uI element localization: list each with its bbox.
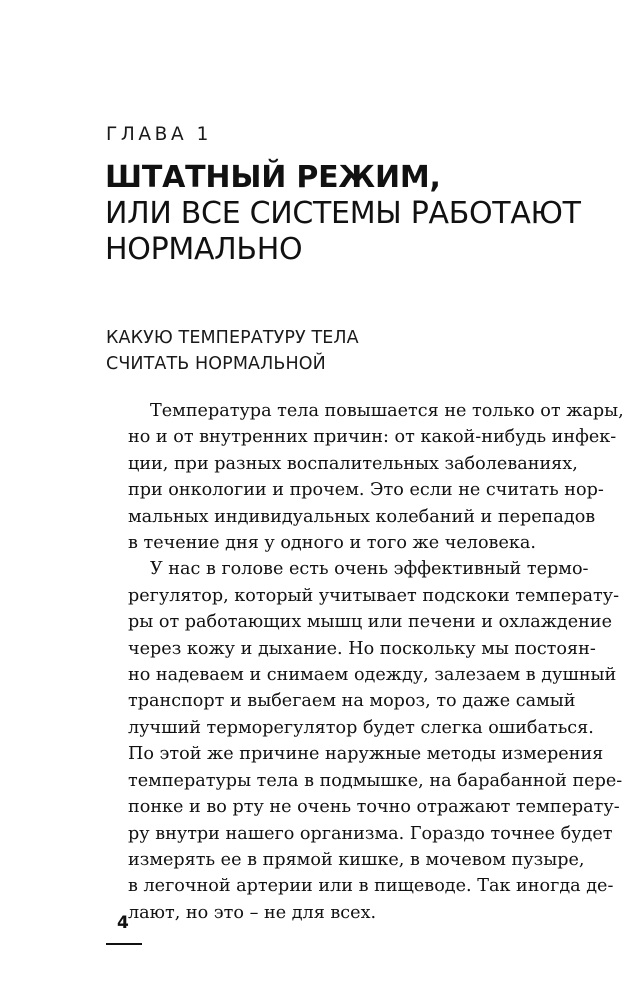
text-line: транспорт и выбегаем на мороз, то даже самый [128, 691, 576, 712]
text-line: лают, но это – не для всех. [128, 902, 377, 923]
text-line: ры от работающих мышц или печени и охлаждение [128, 612, 613, 633]
text-line: понке и во рту не очень точно отражают температу- [128, 797, 620, 818]
chapter-title-line-2: ИЛИ ВСЕ СИСТЕМЫ РАБОТАЮТ [105, 196, 581, 231]
text-line: По этой же причине наружные методы измерения [128, 744, 604, 765]
text-line: ции, при разных воспалительных заболеваниях, [128, 453, 578, 474]
text-line: Температура тела повышается не только от жары, [150, 401, 624, 421]
text-line: при онкологии и прочем. Это если не считать нор- [128, 480, 604, 501]
chapter-label: ГЛАВА 1 [106, 124, 213, 145]
chapter-title-line-3: НОРМАЛЬНО [105, 232, 303, 267]
text-line: температуры тела в подмышке, на барабанной пере- [128, 770, 623, 791]
text-line: регулятор, который учитывает подскоки температу- [128, 585, 620, 606]
text-line: но надеваем и снимаем одежду, залезаем в душный [128, 665, 617, 686]
page-number: 4 [117, 913, 129, 933]
text-line: мальных индивидуальных колебаний и перепадов [128, 506, 596, 527]
section-heading-line-1: КАКУЮ ТЕМПЕРАТУРУ ТЕЛА [106, 328, 359, 348]
text-line: в течение дня у одного и того же человека. [128, 533, 536, 554]
text-line: измерять ее в прямой кишке, в мочевом пузыре, [128, 849, 585, 870]
text-line: в легочной артерии или в пищеводе. Так иногда де- [128, 876, 614, 897]
chapter-title-line-1: ШТАТНЫЙ РЕЖИМ, [105, 160, 441, 195]
body-text [106, 398, 624, 926]
page-number-rule [106, 943, 142, 945]
text-line: через кожу и дыхание. Но поскольку мы постоян- [128, 638, 596, 659]
text-line: но и от внутренних причин: от какой-нибудь инфек- [128, 427, 617, 448]
text-line: У нас в голове есть очень эффективный термо- [150, 559, 589, 580]
section-heading [106, 325, 359, 377]
paragraph-1 [106, 398, 624, 556]
paragraph-2 [106, 556, 623, 926]
chapter-title [105, 160, 585, 268]
text-line: лучший терморегулятор будет слегка ошибаться. [128, 717, 594, 738]
section-heading-line-2: СЧИТАТЬ НОРМАЛЬНОЙ [106, 354, 326, 374]
text-line: ру внутри нашего организма. Гораздо точнее будет [128, 823, 613, 844]
